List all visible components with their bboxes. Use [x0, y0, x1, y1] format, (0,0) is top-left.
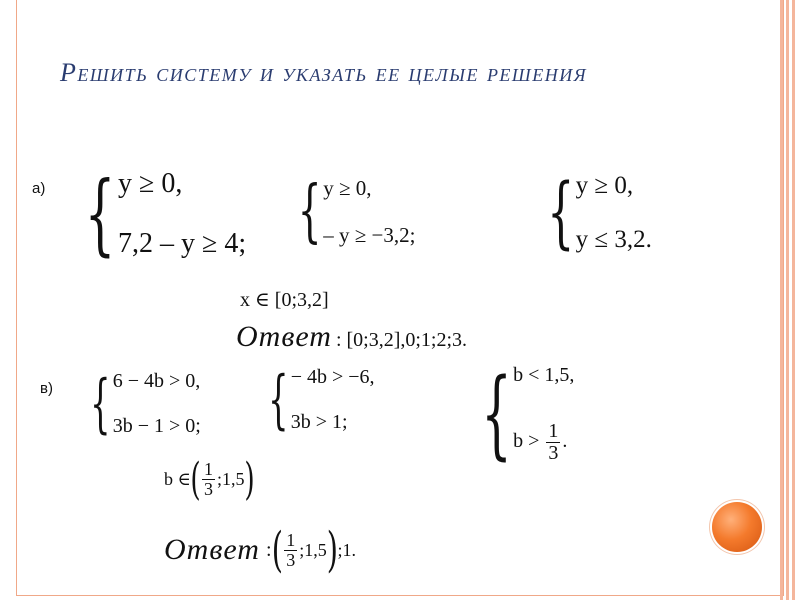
- part-b-label: в): [40, 380, 53, 397]
- brace-icon: {: [547, 168, 575, 258]
- fraction-one-third: $\frac{1}{3}$: [286, 529, 296, 570]
- system-b3-line1: b < 1,5,: [513, 364, 575, 386]
- fraction-one-third: $\frac{1}{3}$: [548, 420, 559, 464]
- system-b2: [258, 363, 375, 437]
- system-a2-line2: – y ≥ −3,2;: [323, 223, 416, 247]
- left-paren: (: [190, 454, 201, 505]
- part-a-label: а): [32, 180, 46, 197]
- left-paren: (: [271, 522, 283, 578]
- slide-title: Решить систему и указать ее целые решения: [60, 58, 588, 87]
- right-paren: ): [326, 522, 338, 578]
- brace-icon: {: [84, 162, 116, 265]
- solution-set-b: b ∈ ( $\frac{1}{3}$ ;1,5 ): [164, 454, 255, 505]
- system-b1-line1: 6 − 4b > 0,: [112, 370, 201, 392]
- slide-frame: [16, 0, 784, 596]
- brace-icon: {: [90, 367, 111, 441]
- system-b3-line2: b > $\frac{1}{3}$ .: [513, 420, 568, 464]
- system-b2-line1: − 4b > −6,: [290, 366, 375, 388]
- decorative-stripes: [780, 0, 800, 600]
- answer-word: Ответ: [164, 533, 260, 566]
- brace-icon: {: [268, 363, 289, 437]
- answer-b: Ответ : ( $\frac{1}{3}$ ;1,5 ) ;1.: [164, 522, 356, 578]
- system-a3-line2: y ≤ 3,2.: [575, 226, 652, 253]
- system-b1-line2: 3b − 1 > 0;: [112, 415, 201, 437]
- answer-a: [236, 320, 467, 354]
- brace-icon: {: [481, 358, 512, 470]
- system-a1: [72, 162, 247, 265]
- fraction-one-third: $\frac{1}{3}$: [204, 459, 213, 499]
- system-a2: [288, 172, 416, 251]
- system-a2-line1: y ≥ 0,: [323, 176, 372, 200]
- answer-a-value: : [0;3,2],0;1;2;3.: [335, 329, 468, 351]
- system-b1: [80, 367, 201, 441]
- system-a1-line2: 7,2 – y ≥ 4;: [118, 228, 247, 259]
- brace-icon: {: [297, 172, 322, 251]
- system-a1-line1: y ≥ 0,: [118, 168, 183, 199]
- answer-word: Ответ: [236, 320, 332, 353]
- system-a3-line1: y ≥ 0,: [575, 172, 634, 199]
- right-paren: ): [243, 454, 255, 505]
- system-b2-line2: 3b > 1;: [290, 411, 348, 433]
- decorative-orb-icon: [712, 502, 762, 552]
- solution-set-a: x ∈ [0;3,2]: [240, 289, 329, 311]
- system-b3: [466, 358, 575, 470]
- system-a3: [536, 168, 652, 258]
